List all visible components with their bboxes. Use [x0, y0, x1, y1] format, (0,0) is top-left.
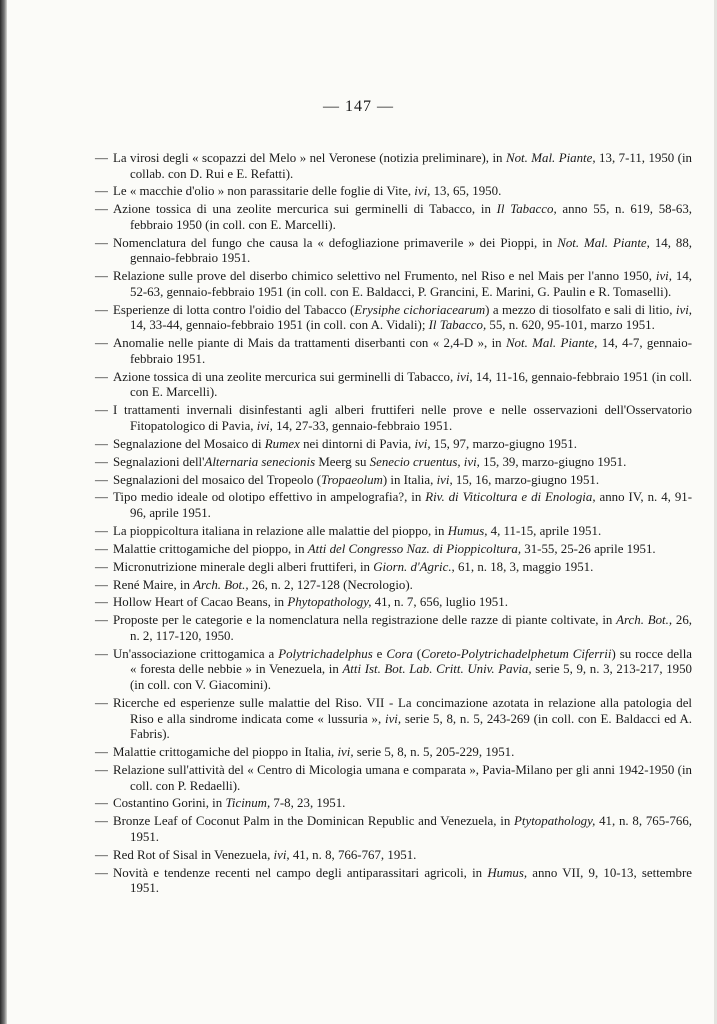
entry-text: ) su rocce della « foresta delle nebbie » in Venezuela, in: [130, 646, 693, 677]
entry-text: 14, 33-44, gennaio-febbraio 1951 (in coll. con A. Vidali);: [130, 318, 429, 333]
entry-text: La virosi degli « scopazzi del Melo » nel Veronese (notizia preliminare), in: [113, 151, 506, 165]
entry-text: e: [372, 646, 387, 661]
entry-text: anno VII, 9, 10-13, settembre 1951.: [130, 865, 692, 896]
entry-text: 7-8, 23, 1951.: [270, 796, 346, 811]
entry-text: anno 55, n. 619, 58-63, febbraio 1950 (in coll. con E. Marcelli).: [130, 202, 693, 232]
bibliography-entry: [95, 578, 692, 594]
entry-italic-text: Senecio cruentus, ivi,: [369, 454, 480, 469]
entry-text: anno IV, n. 4, 91-96, aprile 1951.: [130, 490, 693, 521]
entry-text: Nomenclatura del fungo che causa la « defogliazione primaverile » dei Pioppi, in: [113, 235, 558, 250]
entry-dash: —: [95, 454, 108, 469]
entry-text: 13, 65, 1950.: [430, 184, 502, 199]
entry-dash: —: [95, 151, 108, 165]
entry-dash: —: [95, 184, 108, 199]
bibliography-entry: [95, 745, 692, 761]
entry-dash: —: [95, 541, 108, 556]
entry-dash: —: [95, 646, 108, 661]
entry-text: I trattamenti invernali disinfestanti agli alberi fruttiferi nelle prove e nelle osservazioni dell'Osservatorio Fitopatologico di Pavia,: [113, 403, 692, 433]
entry-text: Anomalie nelle piante di Mais da trattamenti diserbanti con « 2,4-D », in: [113, 336, 506, 351]
entry-dash: —: [95, 490, 108, 505]
entry-dash: —: [95, 695, 108, 710]
entry-italic-text: Atti Ist. Bot. Lab. Critt. Univ. Pavia,: [342, 662, 532, 677]
bibliography-entry: [95, 866, 692, 897]
entry-italic-text: Humus,: [447, 523, 488, 538]
entry-italic-text: ivi,: [384, 711, 402, 726]
entry-italic-text: Rumex: [264, 436, 300, 451]
entry-text: 61, n. 18, 3, maggio 1951.: [454, 559, 594, 574]
entry-italic-text: ivi,: [655, 269, 672, 284]
bibliography-entry: [95, 184, 692, 200]
entry-italic-text: ivi,: [337, 745, 354, 760]
entry-dash: —: [95, 865, 108, 880]
bibliography-entry: [95, 151, 692, 182]
entry-text: Proposte per le categorie e la nomenclatura nella registrazione delle razze di piante coltivate, in: [113, 613, 617, 628]
entry-text: 13, 7-11, 1950 (in collab. con D. Rui e E. Refatti).: [130, 151, 693, 181]
bibliography-entry: [95, 455, 692, 471]
bibliography-entry: [95, 490, 692, 521]
entry-italic-text: ivi,: [256, 418, 273, 433]
entry-dash: —: [95, 436, 108, 451]
bibliography-entry: [95, 269, 692, 300]
entry-text: serie 5, 8, n. 5, 243-269 (in coll. con E. Baldacci ed A. Fabris).: [130, 711, 692, 742]
entry-dash: —: [95, 613, 108, 628]
entry-text: Bronze Leaf of Coconut Palm in the Dominican Republic and Venezuela, in: [113, 814, 515, 829]
entry-text: Le « macchie d'olio » non parassitarie delle foglie di Vite,: [113, 184, 415, 199]
entry-dash: —: [95, 302, 108, 317]
entry-text: Azione tossica di una zeolite mercurica sui germinelli di Tabacco, in: [113, 202, 497, 217]
bibliography-entry: [95, 796, 692, 812]
scan-edge: [0, 0, 7, 1024]
bibliography-entry: [95, 696, 692, 743]
entry-text: René Maire, in: [113, 577, 194, 592]
entry-italic-text: Tropaeolum: [321, 472, 383, 487]
entry-text: Costantino Gorini, in: [113, 796, 226, 811]
entry-dash: —: [95, 336, 108, 351]
entry-dash: —: [95, 814, 108, 829]
entry-text: Segnalazioni dell': [113, 454, 205, 469]
entry-text: 26, n. 2, 127-128 (Necrologio).: [248, 577, 413, 592]
entry-italic-text: Ptytopathology,: [514, 814, 596, 829]
bibliography-entry: [95, 763, 692, 794]
entry-dash: —: [95, 762, 108, 777]
entry-dash: —: [95, 269, 108, 284]
entry-text: 14, 11-16, gennaio-febbraio 1951 (in coll. con E. Marcelli).: [130, 369, 692, 400]
bibliography-entry: [95, 814, 692, 845]
entry-text: 14, 27-33, gennaio-febbraio 1951.: [272, 418, 453, 433]
entry-text: Un'associazione crittogamica a: [113, 646, 279, 661]
entry-dash: —: [95, 523, 108, 538]
entry-text: 14, 52-63, gennaio-febbraio 1951 (in coll. con E. Baldacci, P. Grancini, E. Marini, G. Paulin e R. Tomaselli).: [130, 269, 692, 299]
entry-text: Hollow Heart of Cacao Beans, in: [113, 595, 288, 610]
bibliography-entry: [95, 437, 692, 453]
entry-text: Tipo medio ideale od olotipo effettivo in ampelografia?, in: [113, 490, 426, 505]
entry-dash: —: [95, 202, 108, 217]
entry-text: Relazione sull'attività del « Centro di Micologia umana e comparata », Pavia-Milano per gli anni 1942-1950 (in coll. con P. Redaelli).: [113, 762, 692, 793]
entry-dash: —: [95, 472, 108, 487]
entry-italic-text: Giorn. d'Agric.,: [373, 559, 455, 574]
entry-text: Ricerche ed esperienze sulle malattie del Riso. VII - La concimazione azotata in relazione alla patologia del Riso e alla sindrome indicata come « lussuria »,: [113, 695, 692, 726]
bibliography-entry: [95, 560, 692, 576]
entry-text: Esperienze di lotta contro l'oidio del Tabacco (: [113, 302, 355, 317]
bibliography-entry: [95, 202, 692, 233]
entry-text: 41, n. 7, 656, luglio 1951.: [371, 595, 508, 610]
entry-italic-text: Coreto-Polytrichadelphetum Ciferrii: [421, 646, 612, 661]
entry-text: 15, 39, marzo-giugno 1951.: [479, 454, 627, 469]
entry-italic-text: ivi,: [436, 472, 453, 487]
entry-text: 15, 16, marzo-giugno 1951.: [452, 472, 600, 487]
entry-text: 55, n. 620, 95-101, marzo 1951.: [486, 318, 655, 333]
entry-text: Micronutrizione minerale degli alberi fruttiferi, in: [113, 559, 374, 574]
entry-italic-text: Ticinum,: [225, 796, 271, 811]
entry-italic-text: ivi,: [414, 436, 431, 451]
entry-italic-text: Humus,: [487, 865, 528, 880]
entry-italic-text: Erysiphe cichoriacearum: [354, 302, 486, 317]
entry-text: La pioppicoltura italiana in relazione alle malattie del pioppo, in: [113, 523, 448, 538]
entry-text: Meerg su: [315, 454, 370, 469]
bibliography-entry: [95, 848, 692, 864]
entry-text: ) in Italia,: [382, 472, 437, 487]
entry-text: Segnalazione del Mosaico di: [113, 436, 265, 451]
entry-italic-text: ivi,: [456, 369, 473, 384]
entry-text: ) a mezzo di tiosolfato e sali di litio,: [485, 302, 676, 317]
entry-italic-text: Not. Mal. Piante,: [557, 235, 650, 250]
entry-italic-text: ivi,: [414, 184, 431, 199]
entry-italic-text: Cora: [386, 646, 413, 661]
entry-text: Azione tossica di una zeolite mercurica sui germinelli di Tabacco,: [113, 369, 457, 384]
bibliography-list: [95, 151, 692, 899]
entry-text: 26, n. 2, 117-120, 1950.: [130, 613, 692, 643]
entry-text: 41, n. 8, 765-766, 1951.: [130, 814, 692, 844]
entry-text: 14, 4-7, gennaio-febbraio 1951.: [130, 336, 693, 366]
entry-dash: —: [95, 745, 108, 760]
bibliography-entry: [95, 595, 692, 611]
entry-dash: —: [95, 403, 108, 418]
entry-text: 15, 97, marzo-giugno 1951.: [430, 436, 577, 451]
entry-italic-text: Arch. Bot.,: [193, 577, 249, 592]
bibliography-entry: [95, 542, 692, 558]
entry-dash: —: [95, 796, 108, 811]
entry-text: Malattie crittogamiche del pioppo in Italia,: [113, 745, 338, 760]
entry-italic-text: Alternaria senecionis: [204, 454, 316, 469]
entry-text: serie 5, 8, n. 5, 205-229, 1951.: [353, 745, 515, 760]
entry-text: 41, n. 8, 766-767, 1951.: [289, 847, 417, 862]
entry-dash: —: [95, 369, 108, 384]
entry-text: serie 5, 9, n. 3, 213-217, 1950 (in coll. con V. Giacomini).: [130, 662, 692, 693]
entry-italic-text: Il Tabacco,: [428, 318, 487, 333]
entry-italic-text: ivi,: [675, 302, 692, 317]
entry-italic-text: Not. Mal. Piante,: [505, 151, 596, 165]
entry-italic-text: Polytrichadelphus: [278, 646, 373, 661]
entry-dash: —: [95, 559, 108, 574]
bibliography-entry: [95, 647, 692, 694]
bibliography-entry: [95, 370, 692, 401]
entry-text: 4, 11-15, aprile 1951.: [487, 523, 602, 538]
entry-text: (: [412, 646, 422, 661]
entry-text: 14, 88, gennaio-febbraio 1951.: [130, 235, 693, 266]
entry-italic-text: Il Tabacco,: [496, 202, 557, 217]
bibliography-entry: [95, 613, 692, 644]
bibliography-entry: [95, 303, 692, 334]
entry-text: Relazione sulle prove del diserbo chimico selettivo nel Frumento, nel Riso e nel Mais per l'anno 1950,: [113, 269, 656, 284]
entry-italic-text: Phytopathology,: [287, 595, 372, 610]
bibliography-entry: [95, 473, 692, 489]
entry-italic-text: Not. Mal. Piante,: [505, 336, 598, 351]
entry-text: Novità e tendenze recenti nel campo degli antiparassitari agricoli, in: [113, 865, 488, 880]
entry-text: nei dintorni di Pavia,: [299, 436, 415, 451]
bibliography-entry: [95, 236, 692, 267]
page-number: — 147 —: [323, 98, 394, 115]
entry-text: Red Rot of Sisal in Venezuela,: [113, 847, 274, 862]
bibliography-entry: [95, 403, 692, 434]
entry-text: Malattie crittogamiche del pioppo, in: [113, 541, 308, 556]
entry-dash: —: [95, 595, 108, 610]
entry-dash: —: [95, 235, 108, 250]
entry-italic-text: ivi,: [273, 847, 290, 862]
entry-italic-text: Riv. di Viticoltura e di Enologia,: [425, 490, 596, 505]
entry-dash: —: [95, 577, 108, 592]
entry-dash: —: [95, 847, 108, 862]
entry-italic-text: Atti del Congresso Naz. di Pioppicoltura,: [307, 541, 522, 556]
bibliography-entry: [95, 524, 692, 540]
entry-text: Segnalazioni del mosaico del Tropeolo (: [113, 472, 322, 487]
bibliography-entry: [95, 336, 692, 367]
entry-text: 31-55, 25-26 aprile 1951.: [521, 541, 656, 556]
entry-italic-text: Arch. Bot.,: [616, 613, 673, 628]
